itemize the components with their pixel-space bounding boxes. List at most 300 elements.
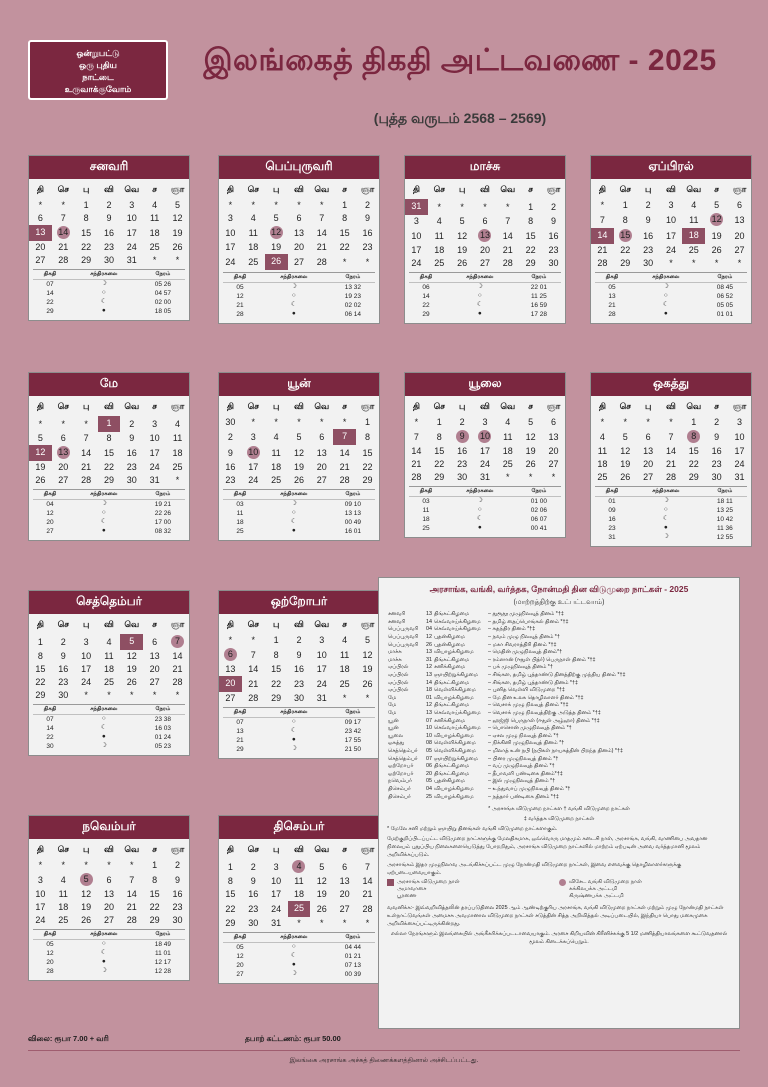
day-cell[interactable]: 26 (265, 254, 288, 270)
day-cell[interactable]: 24 (81, 677, 92, 687)
day-cell[interactable]: * (692, 258, 696, 268)
day-cell[interactable]: 20 (316, 462, 327, 472)
day-cell[interactable]: 12 (172, 213, 183, 223)
day-cell[interactable]: 23 (293, 678, 304, 689)
day-cell[interactable]: * (669, 417, 673, 427)
day-cell[interactable]: 16 (293, 664, 304, 674)
day-cell[interactable]: 14 (81, 447, 92, 458)
day-cell[interactable]: 15 (362, 447, 373, 458)
day-cell[interactable]: 20 (149, 664, 160, 674)
day-cell[interactable]: 6 (60, 433, 66, 443)
day-cell[interactable]: 7 (668, 431, 674, 442)
day-cell[interactable]: 20 (734, 230, 745, 241)
day-cell[interactable]: 18 (271, 462, 282, 472)
day-cell[interactable]: 27 (103, 915, 114, 925)
day-cell[interactable]: 27 (316, 475, 327, 485)
day-cell[interactable]: * (61, 860, 66, 870)
day-cell[interactable]: 26 (620, 472, 631, 482)
day-cell[interactable]: 10 (81, 651, 92, 661)
day-cell[interactable]: * (551, 472, 556, 482)
day-cell[interactable]: 16 (362, 227, 373, 238)
day-cell[interactable]: 13 (149, 651, 160, 661)
day-cell[interactable]: 6 (482, 216, 488, 226)
day-cell[interactable]: * (274, 200, 278, 210)
day-cell[interactable]: 5 (319, 861, 325, 872)
day-cell[interactable]: 24 (734, 459, 745, 469)
day-cell[interactable]: 18 (339, 664, 350, 674)
day-cell[interactable]: 10 (149, 433, 160, 443)
day-cell[interactable]: * (460, 201, 464, 212)
day-cell[interactable]: * (130, 690, 134, 700)
day-cell[interactable]: 4 (250, 213, 256, 223)
day-cell[interactable]: 8 (106, 433, 112, 443)
day-cell[interactable]: 26 (457, 258, 468, 268)
day-cell[interactable]: * (342, 693, 347, 703)
day-cell[interactable]: 28 (502, 258, 513, 268)
day-cell[interactable]: 23 (103, 242, 114, 252)
day-cell[interactable]: * (414, 417, 419, 427)
day-cell[interactable]: 10 (479, 431, 490, 441)
day-cell[interactable]: 16 (548, 230, 559, 241)
day-cell[interactable]: * (251, 635, 256, 645)
day-cell[interactable]: 5 (714, 200, 720, 210)
day-cell[interactable]: 1 (691, 417, 697, 427)
day-cell[interactable]: 1 (436, 417, 442, 427)
day-cell[interactable]: 30 (225, 417, 236, 427)
day-cell[interactable]: 29 (149, 915, 160, 925)
day-cell[interactable]: 17 (225, 242, 236, 252)
day-cell[interactable]: 22 (362, 462, 373, 472)
day-cell[interactable]: 5 (175, 200, 181, 210)
day-cell[interactable]: 22 (225, 903, 236, 914)
day-cell[interactable]: 19 (362, 664, 373, 674)
day-cell[interactable]: 11 (689, 214, 699, 225)
day-cell[interactable]: 16 (248, 889, 259, 899)
day-cell[interactable]: 24 (35, 915, 46, 925)
day-cell[interactable]: 14 (172, 651, 183, 661)
day-cell[interactable]: 25 (597, 472, 608, 482)
day-cell[interactable]: 6 (342, 861, 348, 872)
day-cell[interactable]: 12 (293, 447, 304, 458)
day-cell[interactable]: 27 (548, 459, 559, 469)
day-cell[interactable]: 1 (342, 200, 348, 210)
day-cell[interactable]: * (130, 860, 134, 870)
day-cell[interactable]: 31 (126, 255, 137, 265)
day-cell[interactable]: 15 (271, 664, 282, 674)
day-cell[interactable]: 17 (35, 902, 46, 912)
day-cell[interactable]: 22 (434, 459, 445, 469)
day-cell[interactable]: 13 (103, 889, 114, 899)
day-cell[interactable]: 11 (248, 227, 258, 238)
day-cell[interactable]: 31 (405, 199, 428, 215)
day-cell[interactable]: * (600, 200, 605, 210)
day-cell[interactable]: 8 (342, 213, 348, 223)
day-cell[interactable]: 27 (225, 693, 236, 703)
day-cell[interactable]: 4 (599, 431, 605, 442)
day-cell[interactable]: 23 (362, 242, 373, 252)
day-cell[interactable]: 26 (126, 677, 137, 687)
day-cell[interactable]: 22 (525, 245, 536, 255)
day-cell[interactable]: 11 (434, 230, 444, 241)
day-cell[interactable]: * (251, 200, 256, 210)
day-cell[interactable]: 5 (296, 431, 302, 442)
day-cell[interactable]: 11 (294, 876, 304, 886)
day-cell[interactable]: * (437, 201, 442, 212)
day-cell[interactable]: 17 (411, 245, 422, 255)
day-cell[interactable]: 11 (104, 651, 114, 661)
day-cell[interactable]: 25 (58, 915, 69, 925)
day-cell[interactable]: 13 (225, 664, 236, 674)
day-cell[interactable]: 15 (149, 889, 160, 899)
day-cell[interactable]: 2 (714, 417, 720, 427)
day-cell[interactable]: 19 (81, 902, 92, 912)
day-cell[interactable]: 10 (225, 227, 236, 238)
day-cell[interactable]: 19 (316, 889, 327, 899)
day-cell[interactable]: 30 (643, 258, 654, 268)
day-cell[interactable]: 15 (525, 230, 536, 241)
day-cell[interactable]: * (38, 200, 43, 210)
day-cell[interactable]: 25 (103, 677, 114, 687)
day-cell[interactable]: * (483, 201, 487, 212)
day-cell[interactable]: 17 (734, 446, 745, 456)
day-cell[interactable]: 10 (126, 213, 137, 223)
day-cell[interactable]: 8 (273, 649, 279, 660)
day-cell[interactable]: 29 (35, 690, 46, 700)
day-cell[interactable]: 8 (622, 214, 628, 225)
day-cell[interactable]: 31 (271, 918, 282, 928)
day-cell[interactable]: 30 (548, 258, 559, 268)
day-cell[interactable]: 29 (525, 258, 536, 268)
day-cell[interactable]: 7 (129, 874, 135, 885)
day-cell[interactable]: 12 (29, 445, 52, 461)
day-cell[interactable]: 17 (126, 227, 137, 238)
day-cell[interactable]: 22 (149, 902, 160, 912)
day-cell[interactable]: 24 (149, 462, 160, 472)
day-cell[interactable]: 20 (58, 462, 69, 472)
day-cell[interactable]: 1 (152, 860, 158, 870)
day-cell[interactable]: 26 (81, 915, 92, 925)
day-cell[interactable]: 9 (296, 649, 302, 660)
day-cell[interactable]: 22 (103, 462, 114, 472)
day-cell[interactable]: 8 (528, 216, 534, 226)
day-cell[interactable]: 7 (83, 433, 89, 443)
day-cell[interactable]: 10 (248, 447, 259, 457)
day-cell[interactable]: 12 (126, 651, 137, 661)
day-cell[interactable]: 23 (248, 903, 259, 914)
day-cell[interactable]: 12 (525, 431, 536, 442)
day-cell[interactable]: 29 (225, 918, 236, 928)
day-cell[interactable]: 21 (126, 902, 137, 912)
day-cell[interactable]: 5 (365, 635, 371, 645)
day-cell[interactable]: 28 (339, 475, 350, 485)
day-cell[interactable]: 8 (365, 431, 371, 442)
day-cell[interactable]: * (228, 635, 233, 645)
day-cell[interactable]: 20 (548, 446, 559, 456)
day-cell[interactable]: 20 (103, 902, 114, 912)
day-cell[interactable]: 18 (502, 446, 513, 456)
day-cell[interactable]: * (107, 860, 111, 870)
day-cell[interactable]: 3 (668, 200, 674, 210)
day-cell[interactable]: 22 (35, 677, 46, 687)
day-cell[interactable]: 3 (273, 861, 279, 872)
day-cell[interactable]: 4 (691, 200, 697, 210)
day-cell[interactable]: 25 (288, 901, 311, 917)
day-cell[interactable]: 11 (149, 213, 160, 223)
day-cell[interactable]: * (274, 417, 278, 427)
day-cell[interactable]: 20 (643, 459, 654, 469)
day-cell[interactable]: 2 (459, 417, 465, 427)
day-cell[interactable]: 12 (362, 649, 373, 660)
day-cell[interactable]: 22 (81, 242, 92, 252)
day-cell[interactable]: 28 (126, 915, 137, 925)
day-cell[interactable]: 15 (688, 446, 699, 456)
day-cell[interactable]: 23 (126, 462, 137, 472)
day-cell[interactable]: 25 (688, 245, 699, 255)
day-cell[interactable]: 11 (271, 447, 281, 458)
day-cell[interactable]: 28 (597, 258, 608, 268)
day-cell[interactable]: * (61, 200, 66, 210)
day-cell[interactable]: 25 (339, 678, 350, 689)
day-cell[interactable]: * (297, 200, 301, 210)
day-cell[interactable]: 17 (248, 462, 259, 472)
day-cell[interactable]: 1 (622, 200, 628, 210)
day-cell[interactable]: 22 (271, 678, 282, 689)
day-cell[interactable]: 6 (551, 417, 557, 427)
day-cell[interactable]: 10 (35, 889, 46, 899)
day-cell[interactable]: 25 (149, 242, 160, 252)
day-cell[interactable]: 4 (60, 874, 66, 885)
day-cell[interactable]: 2 (227, 431, 233, 442)
day-cell[interactable]: 9 (714, 431, 720, 442)
day-cell[interactable]: 20 (35, 242, 46, 252)
day-cell[interactable]: * (669, 258, 673, 268)
day-cell[interactable]: 30 (172, 915, 183, 925)
day-cell[interactable]: 9 (365, 213, 371, 223)
day-cell[interactable]: * (737, 258, 742, 268)
day-cell[interactable]: 21 (172, 664, 183, 674)
day-cell[interactable]: * (38, 860, 43, 870)
day-cell[interactable]: * (297, 918, 301, 928)
day-cell[interactable]: * (107, 690, 111, 700)
day-cell[interactable]: 7 (413, 431, 419, 442)
day-cell[interactable]: 5 (528, 417, 534, 427)
day-cell[interactable]: 7 (60, 213, 66, 223)
day-cell[interactable]: * (297, 417, 301, 427)
day-cell[interactable]: 10 (316, 649, 327, 660)
day-cell[interactable]: 7 (599, 214, 605, 225)
day-cell[interactable]: 19 (293, 462, 304, 472)
day-cell[interactable]: * (365, 918, 370, 928)
day-cell[interactable]: 3 (482, 417, 488, 427)
day-cell[interactable]: 3 (129, 200, 135, 210)
day-cell[interactable]: 9 (551, 216, 557, 226)
day-cell[interactable]: 7 (250, 649, 256, 660)
day-cell[interactable]: 8 (227, 876, 233, 886)
day-cell[interactable]: * (175, 475, 180, 485)
day-cell[interactable]: 21 (362, 889, 373, 899)
day-cell[interactable]: 29 (103, 475, 114, 485)
day-cell[interactable]: 19 (172, 227, 183, 238)
day-cell[interactable]: 3 (319, 635, 325, 645)
day-cell[interactable]: 11 (503, 431, 513, 442)
day-cell[interactable]: 4 (342, 635, 348, 645)
day-cell[interactable]: 13 (316, 447, 327, 458)
day-cell[interactable]: 15 (339, 227, 350, 238)
day-cell[interactable]: 9 (175, 874, 181, 885)
day-cell[interactable]: 24 (271, 903, 282, 914)
day-cell[interactable]: 24 (316, 678, 327, 689)
day-cell[interactable]: 13 (479, 230, 490, 240)
day-cell[interactable]: 21 (411, 459, 422, 469)
day-cell[interactable]: 1 (365, 417, 371, 427)
day-cell[interactable]: 5 (75, 872, 98, 888)
day-cell[interactable]: 8 (37, 651, 43, 661)
day-cell[interactable]: 19 (35, 462, 46, 472)
day-cell[interactable]: 21 (81, 462, 92, 472)
day-cell[interactable]: 3 (83, 636, 89, 647)
day-cell[interactable]: 1 (37, 636, 43, 647)
day-cell[interactable]: 29 (434, 472, 445, 482)
day-cell[interactable]: 19 (126, 664, 137, 674)
day-cell[interactable]: 4 (152, 200, 158, 210)
day-cell[interactable]: 7 (505, 216, 511, 226)
day-cell[interactable]: 17 (316, 664, 327, 674)
day-cell[interactable]: 9 (106, 213, 112, 223)
day-cell[interactable]: 23 (643, 245, 654, 255)
day-cell[interactable]: 13 (29, 225, 52, 241)
day-cell[interactable]: 1 (273, 635, 279, 645)
day-cell[interactable]: 10 (411, 230, 422, 241)
day-cell[interactable]: 9 (645, 214, 651, 225)
day-cell[interactable]: 12 (81, 889, 92, 899)
day-cell[interactable]: 13 (339, 876, 350, 886)
day-cell[interactable]: * (365, 693, 370, 703)
day-cell[interactable]: 6 (37, 213, 43, 223)
day-cell[interactable]: 4 (436, 216, 442, 226)
day-cell[interactable]: 14 (126, 889, 137, 899)
day-cell[interactable]: 17 (81, 664, 92, 674)
day-cell[interactable]: 8 (682, 429, 705, 445)
day-cell[interactable]: 23 (172, 902, 183, 912)
day-cell[interactable]: 5 (120, 634, 143, 650)
day-cell[interactable]: 3 (250, 431, 256, 442)
day-cell[interactable]: 21 (597, 245, 608, 255)
day-cell[interactable]: 4 (106, 636, 112, 647)
day-cell[interactable]: 14 (339, 447, 350, 458)
day-cell[interactable]: 13 (293, 227, 304, 238)
day-cell[interactable]: 31 (479, 472, 490, 482)
day-cell[interactable]: 1 (227, 861, 233, 872)
day-cell[interactable]: 15 (620, 230, 631, 240)
day-cell[interactable]: 9 (451, 429, 474, 445)
day-cell[interactable]: 1 (98, 416, 121, 432)
day-cell[interactable]: 4 (288, 859, 311, 875)
day-cell[interactable]: 12 (711, 214, 722, 224)
day-cell[interactable]: 27 (58, 475, 69, 485)
day-cell[interactable]: 23 (58, 677, 69, 687)
day-cell[interactable]: 21 (502, 245, 513, 255)
day-cell[interactable]: 5 (622, 431, 628, 442)
day-cell[interactable]: 28 (665, 472, 676, 482)
day-cell[interactable]: 6 (152, 636, 158, 647)
day-cell[interactable]: 28 (316, 256, 327, 267)
day-cell[interactable]: 10 (734, 431, 745, 442)
day-cell[interactable]: 18 (248, 242, 259, 252)
day-cell[interactable]: 3 (37, 874, 43, 885)
day-cell[interactable]: 16 (643, 230, 654, 241)
day-cell[interactable]: 29 (688, 472, 699, 482)
day-cell[interactable]: 12 (620, 446, 631, 456)
day-cell[interactable]: 2 (551, 201, 557, 212)
day-cell[interactable]: 30 (103, 255, 114, 265)
day-cell[interactable]: 26 (35, 475, 46, 485)
day-cell[interactable]: * (175, 255, 180, 265)
day-cell[interactable]: 6 (737, 200, 743, 210)
day-cell[interactable]: 28 (81, 475, 92, 485)
day-cell[interactable]: * (251, 417, 256, 427)
day-cell[interactable]: 21 (339, 462, 350, 472)
day-cell[interactable]: 26 (316, 903, 327, 914)
day-cell[interactable]: * (528, 472, 533, 482)
day-cell[interactable]: * (342, 256, 347, 267)
day-cell[interactable]: 3 (227, 213, 233, 223)
day-cell[interactable]: 5 (459, 216, 465, 226)
day-cell[interactable]: * (365, 256, 370, 267)
day-cell[interactable]: 13 (734, 214, 745, 225)
day-cell[interactable]: 31 (316, 693, 327, 703)
day-cell[interactable]: * (84, 690, 88, 700)
day-cell[interactable]: 20 (339, 889, 350, 899)
day-cell[interactable]: * (506, 201, 510, 212)
day-cell[interactable]: * (320, 918, 324, 928)
day-cell[interactable]: 26 (293, 475, 304, 485)
day-cell[interactable]: 1 (528, 201, 534, 212)
day-cell[interactable]: 6 (219, 647, 242, 663)
day-cell[interactable]: 13 (643, 446, 654, 456)
day-cell[interactable]: 24 (665, 245, 676, 255)
day-cell[interactable]: 21 (316, 242, 327, 252)
day-cell[interactable]: 21 (665, 459, 676, 469)
day-cell[interactable]: 25 (172, 462, 183, 472)
day-cell[interactable]: * (600, 417, 605, 427)
day-cell[interactable]: 19 (457, 245, 468, 255)
day-cell[interactable]: 4 (175, 418, 181, 429)
day-cell[interactable]: * (623, 417, 628, 427)
day-cell[interactable]: 9 (129, 433, 135, 443)
day-cell[interactable]: 4 (505, 417, 511, 427)
day-cell[interactable]: 29 (362, 475, 373, 485)
day-cell[interactable]: 17 (271, 889, 282, 899)
day-cell[interactable]: 6 (106, 874, 112, 885)
day-cell[interactable]: * (342, 918, 347, 928)
day-cell[interactable]: 5 (37, 433, 43, 443)
day-cell[interactable]: 12 (457, 230, 468, 241)
day-cell[interactable]: 15 (103, 447, 114, 458)
day-cell[interactable]: 2 (129, 418, 135, 429)
day-cell[interactable]: 15 (225, 889, 236, 899)
day-cell[interactable]: 31 (734, 472, 745, 482)
day-cell[interactable]: * (320, 200, 324, 210)
day-cell[interactable]: 11 (597, 446, 608, 456)
day-cell[interactable]: 23 (548, 245, 559, 255)
day-cell[interactable]: 14 (665, 446, 676, 456)
day-cell[interactable]: 14 (591, 228, 614, 244)
day-cell[interactable]: * (84, 860, 88, 870)
day-cell[interactable]: 20 (219, 676, 242, 692)
day-cell[interactable]: 7 (319, 213, 325, 223)
day-cell[interactable]: 25 (271, 475, 282, 485)
day-cell[interactable]: 6 (319, 431, 325, 442)
